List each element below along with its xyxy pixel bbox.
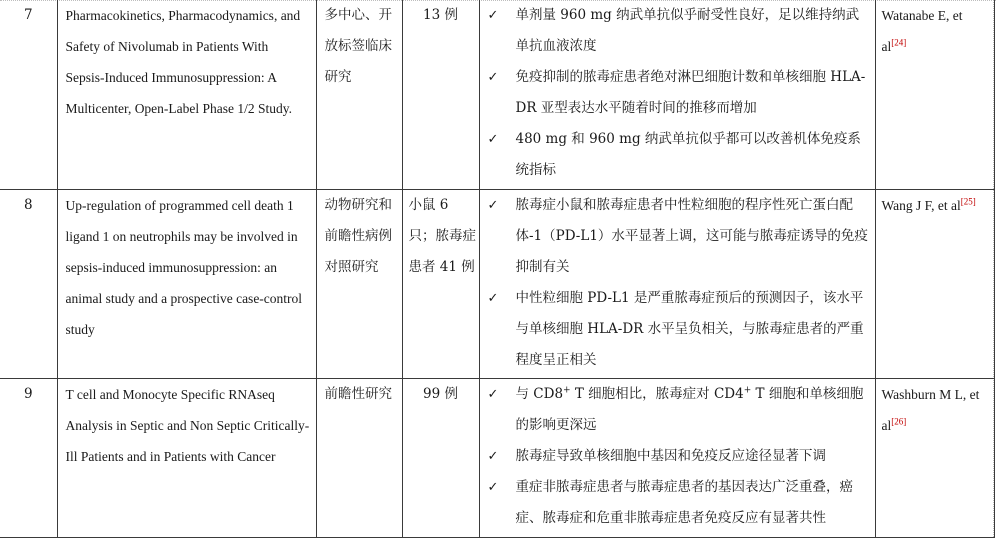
finding-text: 单剂量 960 mg 纳武单抗似乎耐受性良好，足以维持纳武单抗血液浓度	[515, 7, 860, 54]
check-icon: ✓	[487, 479, 499, 495]
study-design: 动物研究和前瞻性病例对照研究	[316, 189, 402, 378]
row-number: 8	[0, 189, 57, 378]
reference-number[interactable]: [26]	[891, 416, 907, 426]
reference-author: Watanabe E, et al	[881, 8, 963, 54]
reference-number[interactable]: [25]	[960, 196, 976, 206]
finding-text: 与 CD8+ T 细胞相比，脓毒症对 CD4+ T 细胞和单核细胞的影响更深远	[515, 385, 864, 433]
finding-text: 脓毒症小鼠和脓毒症患者中性粒细胞的程序性死亡蛋白配体-1（PD-L1）水平显著上调，这可能与脓毒症诱导的免疫抑制有关	[515, 196, 868, 275]
list-item	[484, 283, 871, 376]
reference-author: Washburn M L, et al	[881, 386, 980, 433]
study-design: 前瞻性研究	[316, 378, 402, 537]
row-number: 7	[0, 0, 57, 189]
finding-text: 重症非脓毒症患者与脓毒症患者的基因表达广泛重叠，癌症、脓毒症和危重非脓毒症患者免疫反应有显著共性	[515, 478, 853, 526]
reference-number[interactable]: [24]	[891, 37, 907, 48]
reference-cell	[875, 189, 994, 378]
study-design: 多中心、开放标签临床研究	[316, 0, 402, 189]
table-row	[0, 378, 994, 537]
sample-size: 99 例	[402, 378, 479, 537]
table-row	[0, 189, 994, 378]
finding-text: 脓毒症导致单核细胞中基因和免疫反应途径显著下调	[515, 447, 826, 464]
reference-cell	[875, 378, 994, 537]
check-icon: ✓	[487, 197, 499, 213]
check-icon: ✓	[487, 132, 499, 147]
finding-text: 中性粒细胞 PD-L1 是严重脓毒症预后的预测因子，该水平与单核细胞 HLA-DR 水平呈负相关，与脓毒症患者的严重程度呈正相关	[515, 289, 864, 368]
check-icon: ✓	[487, 448, 499, 464]
finding-text: 免疫抑制的脓毒症患者绝对淋巴细胞计数和单核细胞 HLA-DR 亚型表达水平随着时间的推移而增加	[515, 69, 866, 116]
list-item	[484, 379, 871, 441]
check-icon: ✓	[487, 290, 499, 306]
study-title: Up-regulation of programmed cell death 1 ligand 1 on neutrophils may be involved in sepsis-induced immunosuppression: an animal study and a prospective case-control study	[57, 189, 316, 378]
list-item	[484, 0, 871, 62]
findings-cell	[479, 0, 875, 189]
table-row	[0, 0, 994, 189]
study-title: Pharmacokinetics, Pharmacodynamics, and Safety of Nivolumab in Patients With Sepsis-Induced Immunosuppression: A Multicenter, Open-Label Phase 1/2 Study.	[57, 0, 316, 189]
list-item	[484, 62, 871, 124]
reference-author: Wang J F, et al	[881, 197, 961, 213]
list-item	[484, 441, 871, 472]
list-item	[484, 472, 871, 534]
list-item	[484, 190, 871, 283]
sample-size: 13 例	[402, 0, 479, 189]
finding-text: 480 mg 和 960 mg 纳武单抗似乎都可以改善机体免疫系统指标	[515, 131, 861, 178]
list-item	[484, 124, 871, 186]
sample-size: 小鼠 6 只；脓毒症患者 41 例	[402, 189, 479, 378]
check-icon: ✓	[487, 8, 499, 23]
row-number: 9	[0, 378, 57, 537]
reference-cell	[875, 0, 994, 189]
findings-cell	[479, 378, 875, 537]
study-title: T cell and Monocyte Specific RNAseq Analysis in Septic and Non Septic Critically-Ill Patients and in Patients with Cancer	[57, 378, 316, 537]
check-icon: ✓	[487, 386, 499, 402]
findings-cell	[479, 189, 875, 378]
check-icon: ✓	[487, 70, 499, 85]
